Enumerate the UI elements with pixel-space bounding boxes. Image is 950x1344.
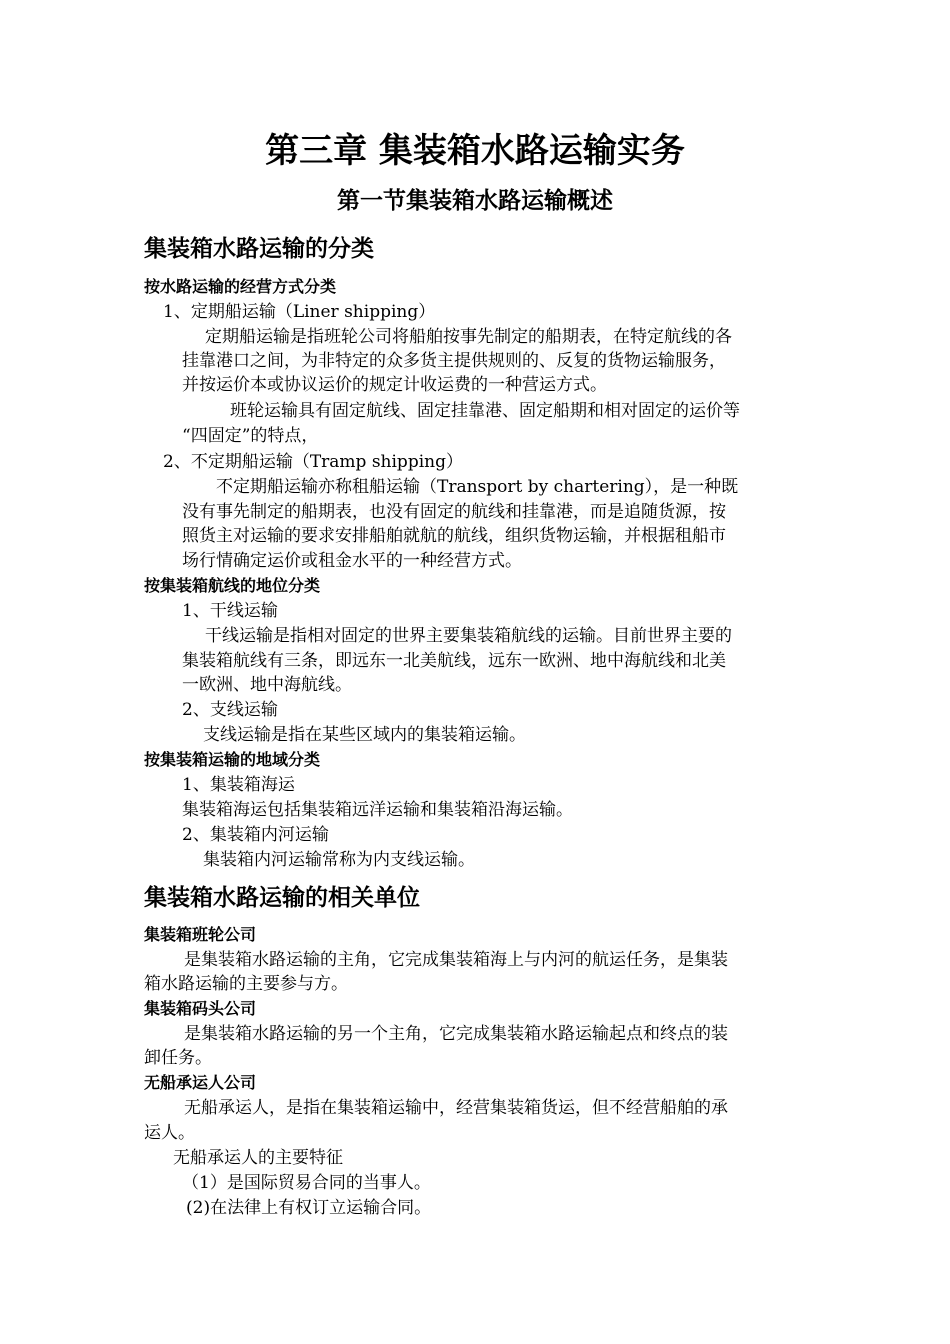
item-river-title: 2、集装箱内河运输 xyxy=(182,825,329,845)
paragraph-line: 班轮运输具有固定航线、固定挂靠港、固定船期和相对固定的运价等 xyxy=(230,401,740,421)
item-trunk-title: 1、干线运输 xyxy=(182,601,278,621)
paragraph-line: 照货主对运输的要求安排船舶就航的航线，组织货物运输，并根据租船市 xyxy=(182,526,726,546)
item-sea-title: 1、集装箱海运 xyxy=(182,775,295,795)
paragraph-line: 运人。 xyxy=(144,1123,195,1143)
paragraph-line: 干线运输是指相对固定的世界主要集装箱航线的运输。目前世界主要的 xyxy=(205,626,732,646)
subheading-liner-company: 集装箱班轮公司 xyxy=(144,925,257,944)
paragraph-line: 并按运价本或协议运价的规定计收运费的一种营运方式。 xyxy=(182,375,607,395)
paragraph-line: 挂靠港口之间，为非特定的众多货主提供规则的、反复的货物运输服务， xyxy=(182,351,726,371)
paragraph-line: 卸任务。 xyxy=(144,1048,212,1068)
paragraph-line: 无船承运人，是指在集装箱运输中，经营集装箱货运，但不经营船舶的承 xyxy=(184,1098,728,1118)
paragraph-line: 一欧洲、地中海航线。 xyxy=(182,675,352,695)
paragraph-line: 集装箱航线有三条，即远东一北美航线，远东一欧洲、地中海航线和北美 xyxy=(182,651,726,671)
chapter-title: 第三章 集装箱水路运输实务 xyxy=(265,131,685,171)
item-tramp-title: 2、不定期船运输（Tramp shipping） xyxy=(163,452,463,472)
item-liner-title: 1、定期船运输（Liner shipping） xyxy=(163,302,436,322)
subheading-terminal-company: 集装箱码头公司 xyxy=(144,999,257,1018)
heading-units: 集装箱水路运输的相关单位 xyxy=(144,885,420,911)
subheading-nvocc: 无船承运人公司 xyxy=(144,1073,257,1092)
subheading-by-mode: 按水路运输的经营方式分类 xyxy=(144,277,337,296)
subheading-by-route: 按集装箱航线的地位分类 xyxy=(144,576,321,595)
heading-classification: 集装箱水路运输的分类 xyxy=(144,236,374,262)
paragraph-line: “四固定”的特点， xyxy=(182,426,319,446)
paragraph-line: 没有事先制定的船期表，也没有固定的航线和挂靠港，而是追随货源，按 xyxy=(182,502,726,522)
nvocc-feature-item: (2)在法律上有权订立运输合同。 xyxy=(186,1198,432,1218)
paragraph-line: 是集装箱水路运输的另一个主角，它完成集装箱水路运输起点和终点的装 xyxy=(184,1024,728,1044)
paragraph-line: 定期船运输是指班轮公司将船舶按事先制定的船期表，在特定航线的各 xyxy=(205,327,732,347)
paragraph-line: 集装箱内河运输常称为内支线运输。 xyxy=(203,850,475,870)
nvocc-features-title: 无船承运人的主要特征 xyxy=(173,1148,343,1168)
section-title: 第一节集装箱水路运输概述 xyxy=(337,188,613,214)
subheading-by-region: 按集装箱运输的地域分类 xyxy=(144,750,321,769)
paragraph-line: 集装箱海运包括集装箱远洋运输和集装箱沿海运输。 xyxy=(182,800,573,820)
nvocc-feature-item: （1）是国际贸易合同的当事人。 xyxy=(182,1173,431,1193)
paragraph-line: 是集装箱水路运输的主角，它完成集装箱海上与内河的航运任务，是集装 xyxy=(184,950,728,970)
item-feeder-title: 2、支线运输 xyxy=(182,700,278,720)
paragraph-line: 不定期船运输亦称租船运输（Transport by chartering），是一种既 xyxy=(216,477,739,497)
paragraph-line: 场行情确定运价或租金水平的一种经营方式。 xyxy=(182,551,522,571)
paragraph-line: 支线运输是指在某些区域内的集装箱运输。 xyxy=(203,725,526,745)
paragraph-line: 箱水路运输的主要参与方。 xyxy=(144,974,348,994)
